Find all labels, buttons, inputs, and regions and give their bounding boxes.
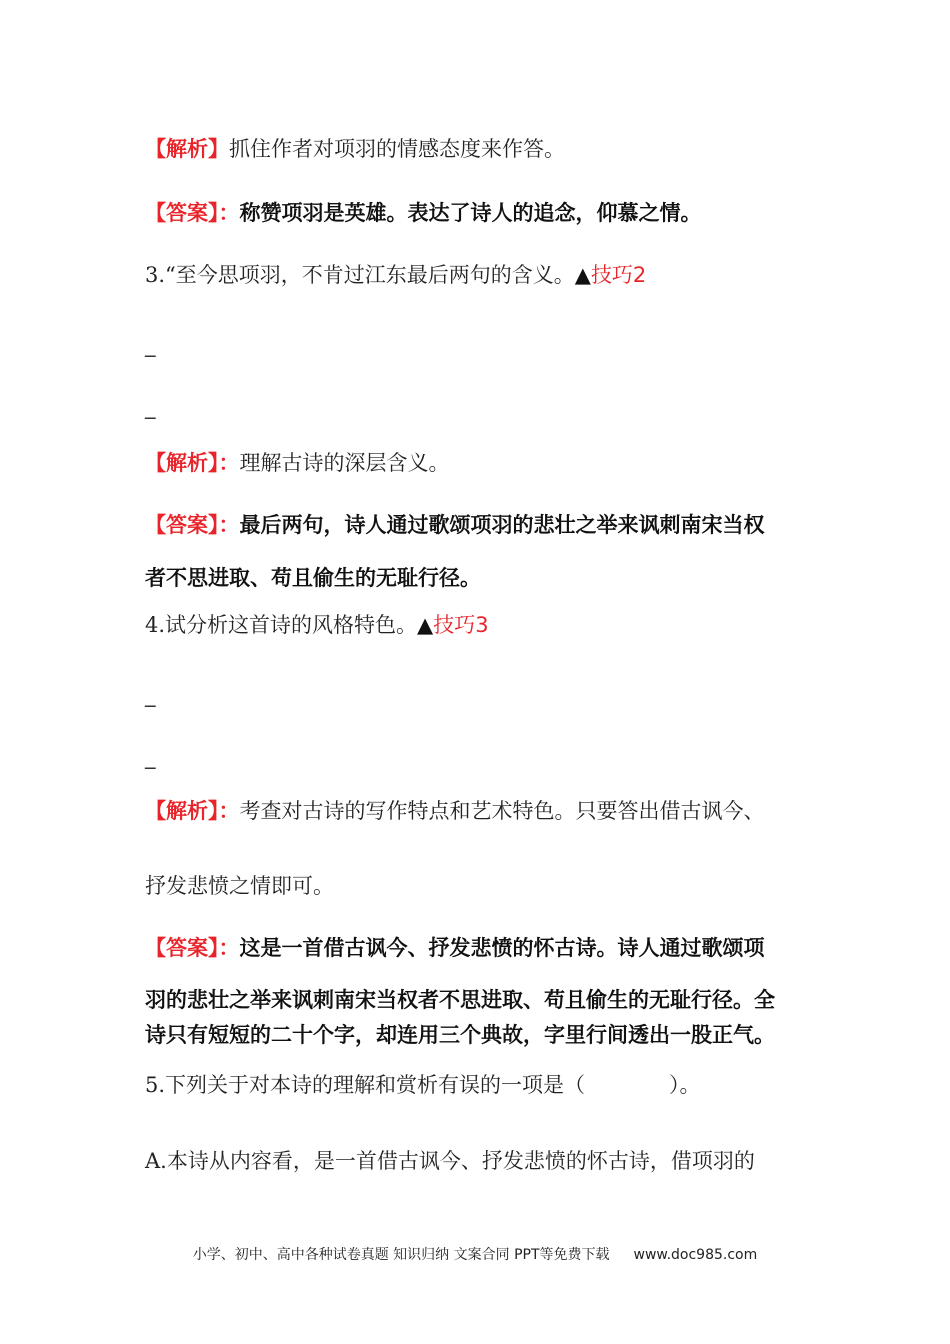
skill-label: 技巧3 — [433, 613, 489, 637]
footer-text: 小学、初中、高中各种试卷真题 知识归纳 文案合同 PPT等免费下载 — [192, 1247, 610, 1263]
skill-label: 技巧2 — [590, 263, 647, 287]
answer-colon: ： — [218, 201, 240, 225]
answer-4 — [145, 933, 765, 963]
answer-text: 称赞项羽是英雄。表达了诗人的追念，仰慕之情。 — [239, 201, 702, 225]
analysis-tag: 【解析】 — [145, 137, 229, 161]
analysis-4 — [145, 796, 765, 826]
answer-1 — [145, 198, 702, 228]
analysis-text: 理解古诗的深层含义。 — [239, 451, 450, 475]
question-text: 3.“至今思项羽，不肯过江东最后两句的含义。 — [145, 263, 575, 287]
answer-blank: _ — [145, 395, 156, 419]
analysis-text: 抓住作者对项羽的情感态度来作答。 — [229, 137, 565, 161]
triangle-icon: ▲ — [574, 263, 591, 287]
triangle-icon: ▲ — [417, 613, 434, 637]
page-footer — [0, 1244, 950, 1264]
analysis-colon: ： — [218, 451, 240, 475]
analysis-1 — [145, 134, 565, 164]
answer-text-continued: 者不思进取、苟且偷生的无耻行径。 — [145, 566, 481, 590]
answer-blank: _ — [145, 745, 156, 769]
answer-blank: _ — [145, 683, 156, 707]
answer-blank: _ — [145, 333, 156, 357]
answer-colon: ： — [218, 936, 240, 960]
analysis-colon: ： — [218, 799, 240, 823]
analysis-tag: 【解析】 — [145, 451, 219, 475]
analysis-text: 考查对古诗的写作特点和艺术特色。只要答出借古讽今、 — [239, 799, 765, 823]
answer-text-continued: 诗只有短短的二十个字，却连用三个典故，字里行间透出一股正气。 — [145, 1023, 775, 1047]
question-4 — [145, 610, 489, 640]
question-text: 4.试分析这首诗的风格特色。 — [145, 613, 418, 637]
answer-tag: 【答案】 — [145, 201, 219, 225]
answer-tag: 【答案】 — [145, 936, 219, 960]
answer-colon: ： — [218, 513, 240, 537]
analysis-3 — [145, 448, 450, 478]
analysis-tag: 【解析】 — [145, 799, 219, 823]
footer-url: www.doc985.com — [633, 1247, 758, 1263]
question-3 — [145, 260, 646, 290]
answer-text: 最后两句，诗人通过歌颂项羽的悲壮之举来讽刺南宋当权 — [239, 513, 765, 537]
answer-text: 这是一首借古讽今、抒发悲愤的怀古诗。诗人通过歌颂项 — [239, 936, 765, 960]
option-a: A.本诗从内容看，是一首借古讽今、抒发悲愤的怀古诗，借项羽的 — [145, 1149, 755, 1173]
question-5: 5.下列关于对本诗的理解和赏析有误的一项是（ ）。 — [145, 1073, 701, 1097]
answer-3 — [145, 510, 765, 540]
answer-tag: 【答案】 — [145, 513, 219, 537]
analysis-text-continued: 抒发悲愤之情即可。 — [145, 874, 334, 898]
answer-text-continued: 羽的悲壮之举来讽刺南宋当权者不思进取、苟且偷生的无耻行径。全 — [145, 988, 775, 1012]
